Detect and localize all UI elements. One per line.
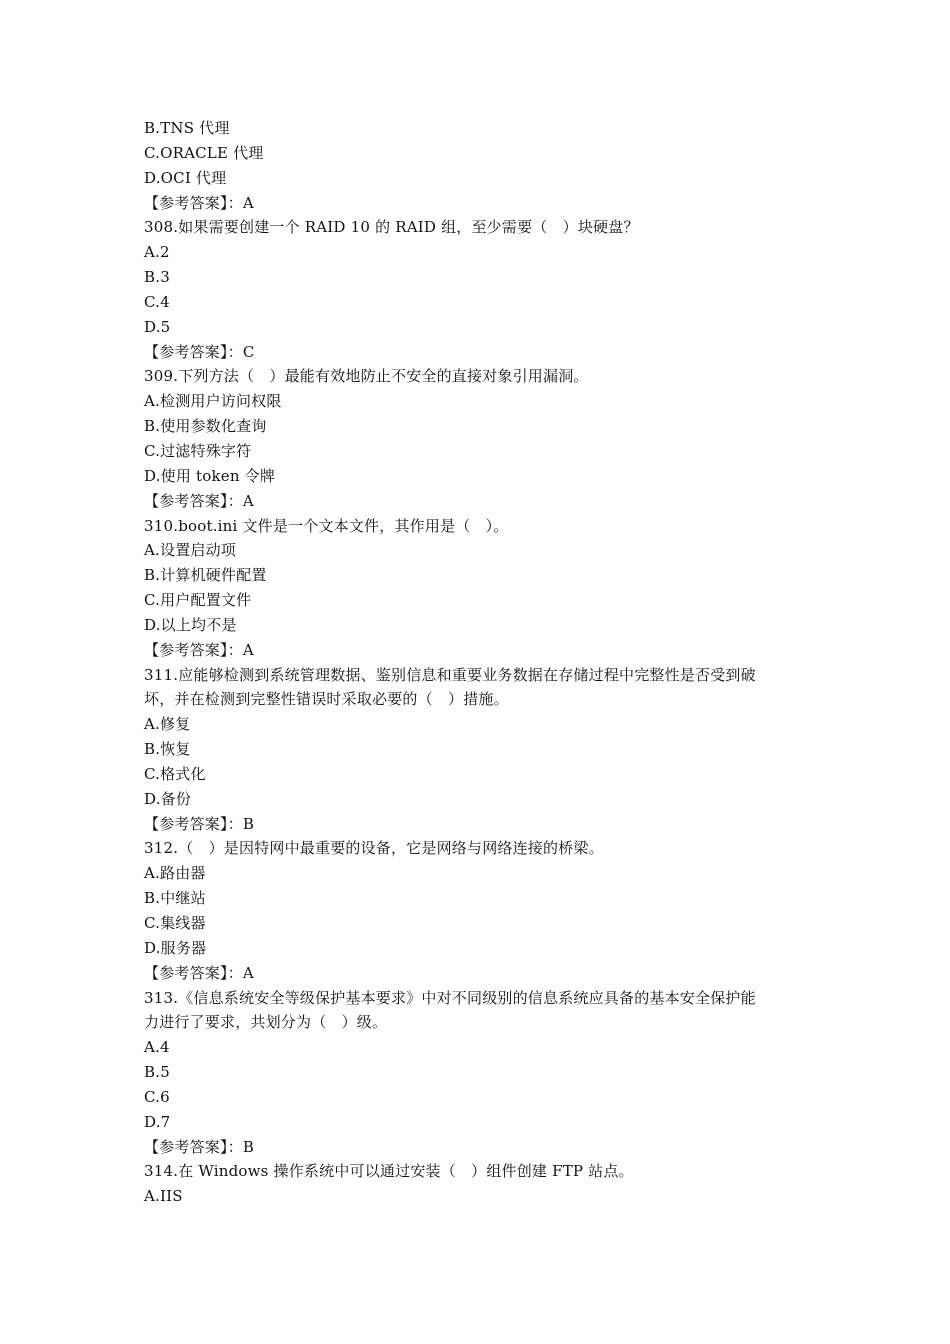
option-line: D.备份	[144, 789, 192, 808]
option-line: B.3	[144, 268, 170, 287]
option-line: C.6	[144, 1087, 170, 1106]
question-313: 313.《信息系统安全等级保护基本要求》中对不同级别的信息系统应具备的基本安全保护能	[144, 988, 756, 1007]
option-line: A.4	[144, 1038, 170, 1057]
option-line: C.过滤特殊字符	[144, 441, 252, 460]
question-311-continued: 坏，并在检测到完整性错误时采取必要的（ ）措施。	[144, 690, 509, 709]
option-line: D.以上均不是	[144, 615, 237, 634]
option-line: A.修复	[144, 715, 191, 734]
answer-line: 【参考答案】：C	[144, 342, 255, 361]
answer-line: 【参考答案】：B	[144, 814, 255, 833]
question-list	[144, 116, 824, 1209]
option-line: C.格式化	[144, 764, 206, 783]
option-line: C.集线器	[144, 914, 206, 932]
option-line: D.OCI 代理	[144, 168, 227, 187]
answer-line: 【参考答案】：A	[144, 491, 254, 510]
option-line: B.恢复	[144, 740, 191, 759]
option-line: B.TNS 代理	[144, 119, 230, 137]
option-line: B.中继站	[144, 889, 206, 908]
option-line: B.使用参数化查询	[144, 417, 267, 436]
question-311: 311.应能够检测到系统管理数据、鉴别信息和重要业务数据在存储过程中完整性是否受到破	[144, 665, 756, 684]
answer-line: 【参考答案】：A	[144, 963, 254, 982]
question-313-continued: 力进行了要求，共划分为（ ）级。	[144, 1013, 388, 1032]
option-line: C.4	[144, 292, 170, 311]
option-line: A.IIS	[144, 1187, 183, 1206]
question-312: 312.（ ）是因特网中最重要的设备，它是网络与网络连接的桥梁。	[144, 839, 604, 858]
answer-line: 【参考答案】：A	[144, 193, 254, 212]
option-line: C.用户配置文件	[144, 591, 252, 610]
option-line: A.2	[144, 243, 170, 262]
option-line: C.ORACLE 代理	[144, 143, 264, 162]
question-309: 309.下列方法（ ）最能有效地防止不安全的直接对象引用漏洞。	[144, 367, 589, 386]
option-line: A.路由器	[144, 864, 206, 883]
option-line: D.7	[144, 1112, 171, 1131]
answer-line: 【参考答案】：B	[144, 1137, 255, 1156]
answer-line: 【参考答案】：A	[144, 640, 254, 659]
option-line: D.使用 token 令牌	[144, 466, 276, 485]
option-line: B.5	[144, 1063, 170, 1082]
question-308: 308.如果需要创建一个 RAID 10 的 RAID 组，至少需要（ ）块硬盘？	[144, 218, 639, 237]
question-310: 310.boot.ini 文件是一个文本文件，其作用是（ ）。	[144, 516, 509, 535]
option-line: A.设置启动项	[144, 541, 237, 560]
option-line: B.计算机硬件配置	[144, 566, 267, 585]
option-line: D.服务器	[144, 938, 207, 957]
option-line: A.检测用户访问权限	[144, 392, 282, 411]
question-314: 314.在 Windows 操作系统中可以通过安装（ ）组件创建 FTP 站点。	[144, 1162, 634, 1181]
option-line: D.5	[144, 317, 171, 336]
